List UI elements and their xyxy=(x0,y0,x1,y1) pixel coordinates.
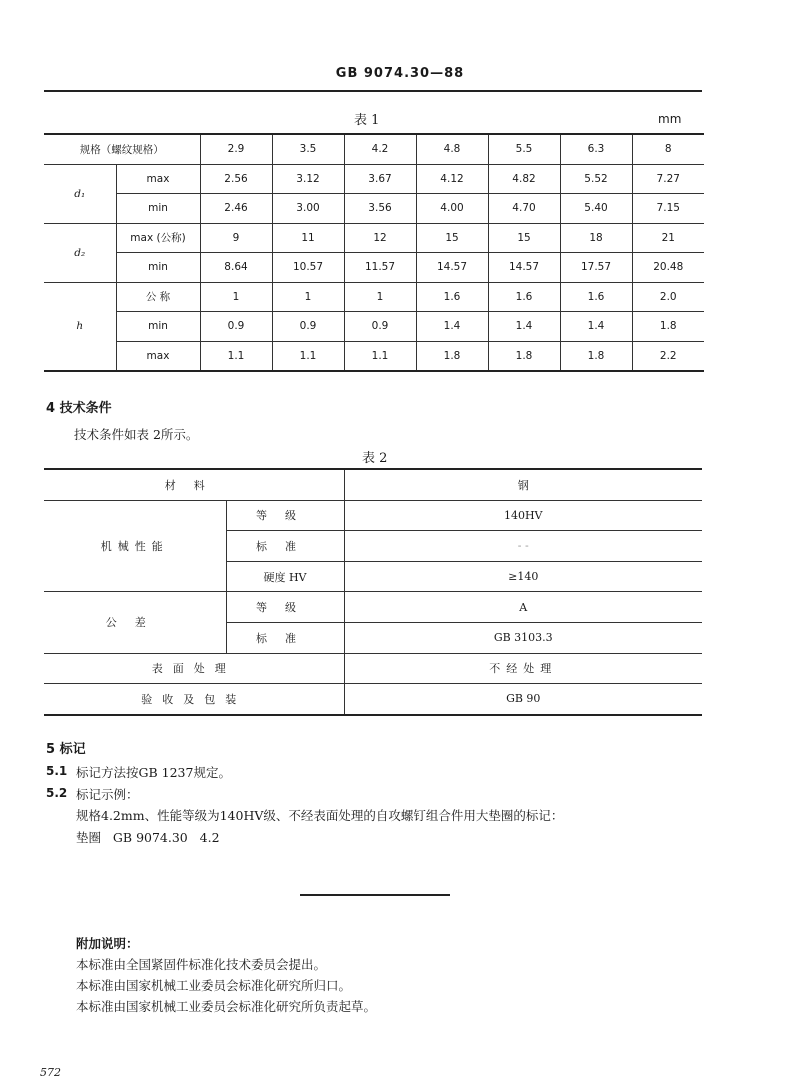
table-cell: 0.9 xyxy=(272,312,344,342)
table1-caption: 表 1 xyxy=(354,113,380,128)
mech-grade-label: 等级 xyxy=(226,500,344,531)
tol-std-label: 标准 xyxy=(226,622,344,653)
table-row xyxy=(44,312,704,342)
table-row xyxy=(44,684,702,715)
spec-cell: 8 xyxy=(632,134,704,164)
table-cell: 1.4 xyxy=(560,312,632,342)
table-cell: 1.6 xyxy=(416,282,488,312)
table-row xyxy=(44,592,702,623)
row-sub-label: 公 称 xyxy=(116,282,200,312)
row-sub-label: min xyxy=(116,253,200,283)
table-cell: 12 xyxy=(344,223,416,253)
spec-cell: 6.3 xyxy=(560,134,632,164)
table-cell: 7.15 xyxy=(632,194,704,224)
table-cell: 1 xyxy=(344,282,416,312)
table-cell: 15 xyxy=(416,223,488,253)
row-sub-label: min xyxy=(116,312,200,342)
table-cell: 3.56 xyxy=(344,194,416,224)
table-cell: 2.56 xyxy=(200,164,272,194)
note-line: 本标准由全国紧固件标准化技术委员会提出。 xyxy=(76,957,327,972)
table-cell: 10.57 xyxy=(272,253,344,283)
spec-cell: 2.9 xyxy=(200,134,272,164)
table-cell: 11 xyxy=(272,223,344,253)
table-cell: 1.8 xyxy=(416,341,488,371)
table-cell: 21 xyxy=(632,223,704,253)
table1 xyxy=(44,133,704,372)
table-cell: 11.57 xyxy=(344,253,416,283)
table-row xyxy=(44,194,704,224)
table-cell: 2.2 xyxy=(632,341,704,371)
spec-cell: 3.5 xyxy=(272,134,344,164)
row-sub-label: max xyxy=(116,341,200,371)
mech-std-value: - - xyxy=(344,531,702,562)
material-label: 材料 xyxy=(44,469,344,500)
table-row xyxy=(44,164,704,194)
notes-title: 附加说明： xyxy=(76,936,139,951)
acceptance-label: 验收及包装 xyxy=(44,684,344,715)
table-cell: 2.0 xyxy=(632,282,704,312)
section-5-1-text: 标记方法按GB 1237规定。 xyxy=(76,765,231,780)
section-5-1-number: 5.1 xyxy=(46,764,68,778)
section-4-heading: 4 技术条件 xyxy=(46,401,112,416)
table-cell: 5.40 xyxy=(560,194,632,224)
spec-cell: 4.8 xyxy=(416,134,488,164)
table-cell: 1.8 xyxy=(560,341,632,371)
table1-header-row xyxy=(44,134,704,164)
tolerance-label: 公差 xyxy=(44,592,226,653)
section-4-text: 技术条件如表 2所示。 xyxy=(74,427,199,442)
table-cell: 1.1 xyxy=(200,341,272,371)
table-cell: 2.46 xyxy=(200,194,272,224)
mech-std-label: 标准 xyxy=(226,531,344,562)
table-cell: 17.57 xyxy=(560,253,632,283)
table-cell: 15 xyxy=(488,223,560,253)
end-rule xyxy=(300,894,450,896)
page-number: 572 xyxy=(40,1066,61,1079)
table-row xyxy=(44,469,702,500)
table-cell: 4.12 xyxy=(416,164,488,194)
section-5-2-number: 5.2 xyxy=(46,786,68,800)
row-group-d1: d₁ xyxy=(44,164,116,223)
table-cell: 1.1 xyxy=(272,341,344,371)
mech-label: 机械性能 xyxy=(44,500,226,592)
example-mark: 垫圈 GB 9074.30 4.2 xyxy=(76,830,220,845)
table-cell: 4.70 xyxy=(488,194,560,224)
table-row xyxy=(44,653,702,684)
table-cell: 3.67 xyxy=(344,164,416,194)
acceptance-value: GB 90 xyxy=(344,684,702,715)
table-row xyxy=(44,223,704,253)
table-cell: 0.9 xyxy=(200,312,272,342)
table-cell: 3.00 xyxy=(272,194,344,224)
section-5-heading: 5 标记 xyxy=(46,742,86,757)
table-cell: 4.82 xyxy=(488,164,560,194)
table-cell: 8.64 xyxy=(200,253,272,283)
row-sub-label: max (公称) xyxy=(116,223,200,253)
table-cell: 4.00 xyxy=(416,194,488,224)
note-line: 本标准由国家机械工业委员会标准化研究所负责起草。 xyxy=(76,999,377,1014)
mech-grade-value: 140HV xyxy=(344,500,702,531)
section-5-2-text: 标记示例： xyxy=(76,787,139,802)
table-cell: 1 xyxy=(200,282,272,312)
table-cell: 5.52 xyxy=(560,164,632,194)
spec-cell: 4.2 xyxy=(344,134,416,164)
table-cell: 1 xyxy=(272,282,344,312)
material-value: 钢 xyxy=(344,469,702,500)
table-cell: 1.8 xyxy=(632,312,704,342)
table-cell: 1.1 xyxy=(344,341,416,371)
table-cell: 0.9 xyxy=(344,312,416,342)
spec-label: 规格（螺纹规格） xyxy=(44,134,200,164)
table-cell: 14.57 xyxy=(488,253,560,283)
surface-label: 表面处理 xyxy=(44,653,344,684)
standard-header: GB 9074.30—88 xyxy=(335,66,465,81)
table-cell: 1.6 xyxy=(488,282,560,312)
table-row xyxy=(44,253,704,283)
note-line: 本标准由国家机械工业委员会标准化研究所归口。 xyxy=(76,978,352,993)
row-sub-label: max xyxy=(116,164,200,194)
row-group-h: h xyxy=(44,282,116,371)
table-cell: 1.4 xyxy=(416,312,488,342)
header-rule xyxy=(44,90,702,92)
tol-grade-value: A xyxy=(344,592,702,623)
mech-hardness-value: ≥140 xyxy=(344,561,702,592)
table-row xyxy=(44,282,704,312)
table-cell: 1.6 xyxy=(560,282,632,312)
tol-grade-label: 等级 xyxy=(226,592,344,623)
table-cell: 3.12 xyxy=(272,164,344,194)
table-row xyxy=(44,500,702,531)
table1-unit: mm xyxy=(658,112,682,126)
surface-value: 不经处理 xyxy=(344,653,702,684)
table-cell: 7.27 xyxy=(632,164,704,194)
spec-cell: 5.5 xyxy=(488,134,560,164)
table-cell: 20.48 xyxy=(632,253,704,283)
tol-std-value: GB 3103.3 xyxy=(344,622,702,653)
table-cell: 1.8 xyxy=(488,341,560,371)
table-cell: 9 xyxy=(200,223,272,253)
table-cell: 18 xyxy=(560,223,632,253)
table2-caption: 表 2 xyxy=(362,451,388,466)
row-sub-label: min xyxy=(116,194,200,224)
table2 xyxy=(44,468,702,716)
table-cell: 14.57 xyxy=(416,253,488,283)
mech-hardness-label: 硬度 HV xyxy=(226,561,344,592)
example-description: 规格4.2mm、性能等级为140HV级、不经表面处理的自攻螺钉组合件用大垫圈的标记： xyxy=(76,808,564,823)
table-cell: 1.4 xyxy=(488,312,560,342)
row-group-d2: d₂ xyxy=(44,223,116,282)
table-row xyxy=(44,341,704,371)
